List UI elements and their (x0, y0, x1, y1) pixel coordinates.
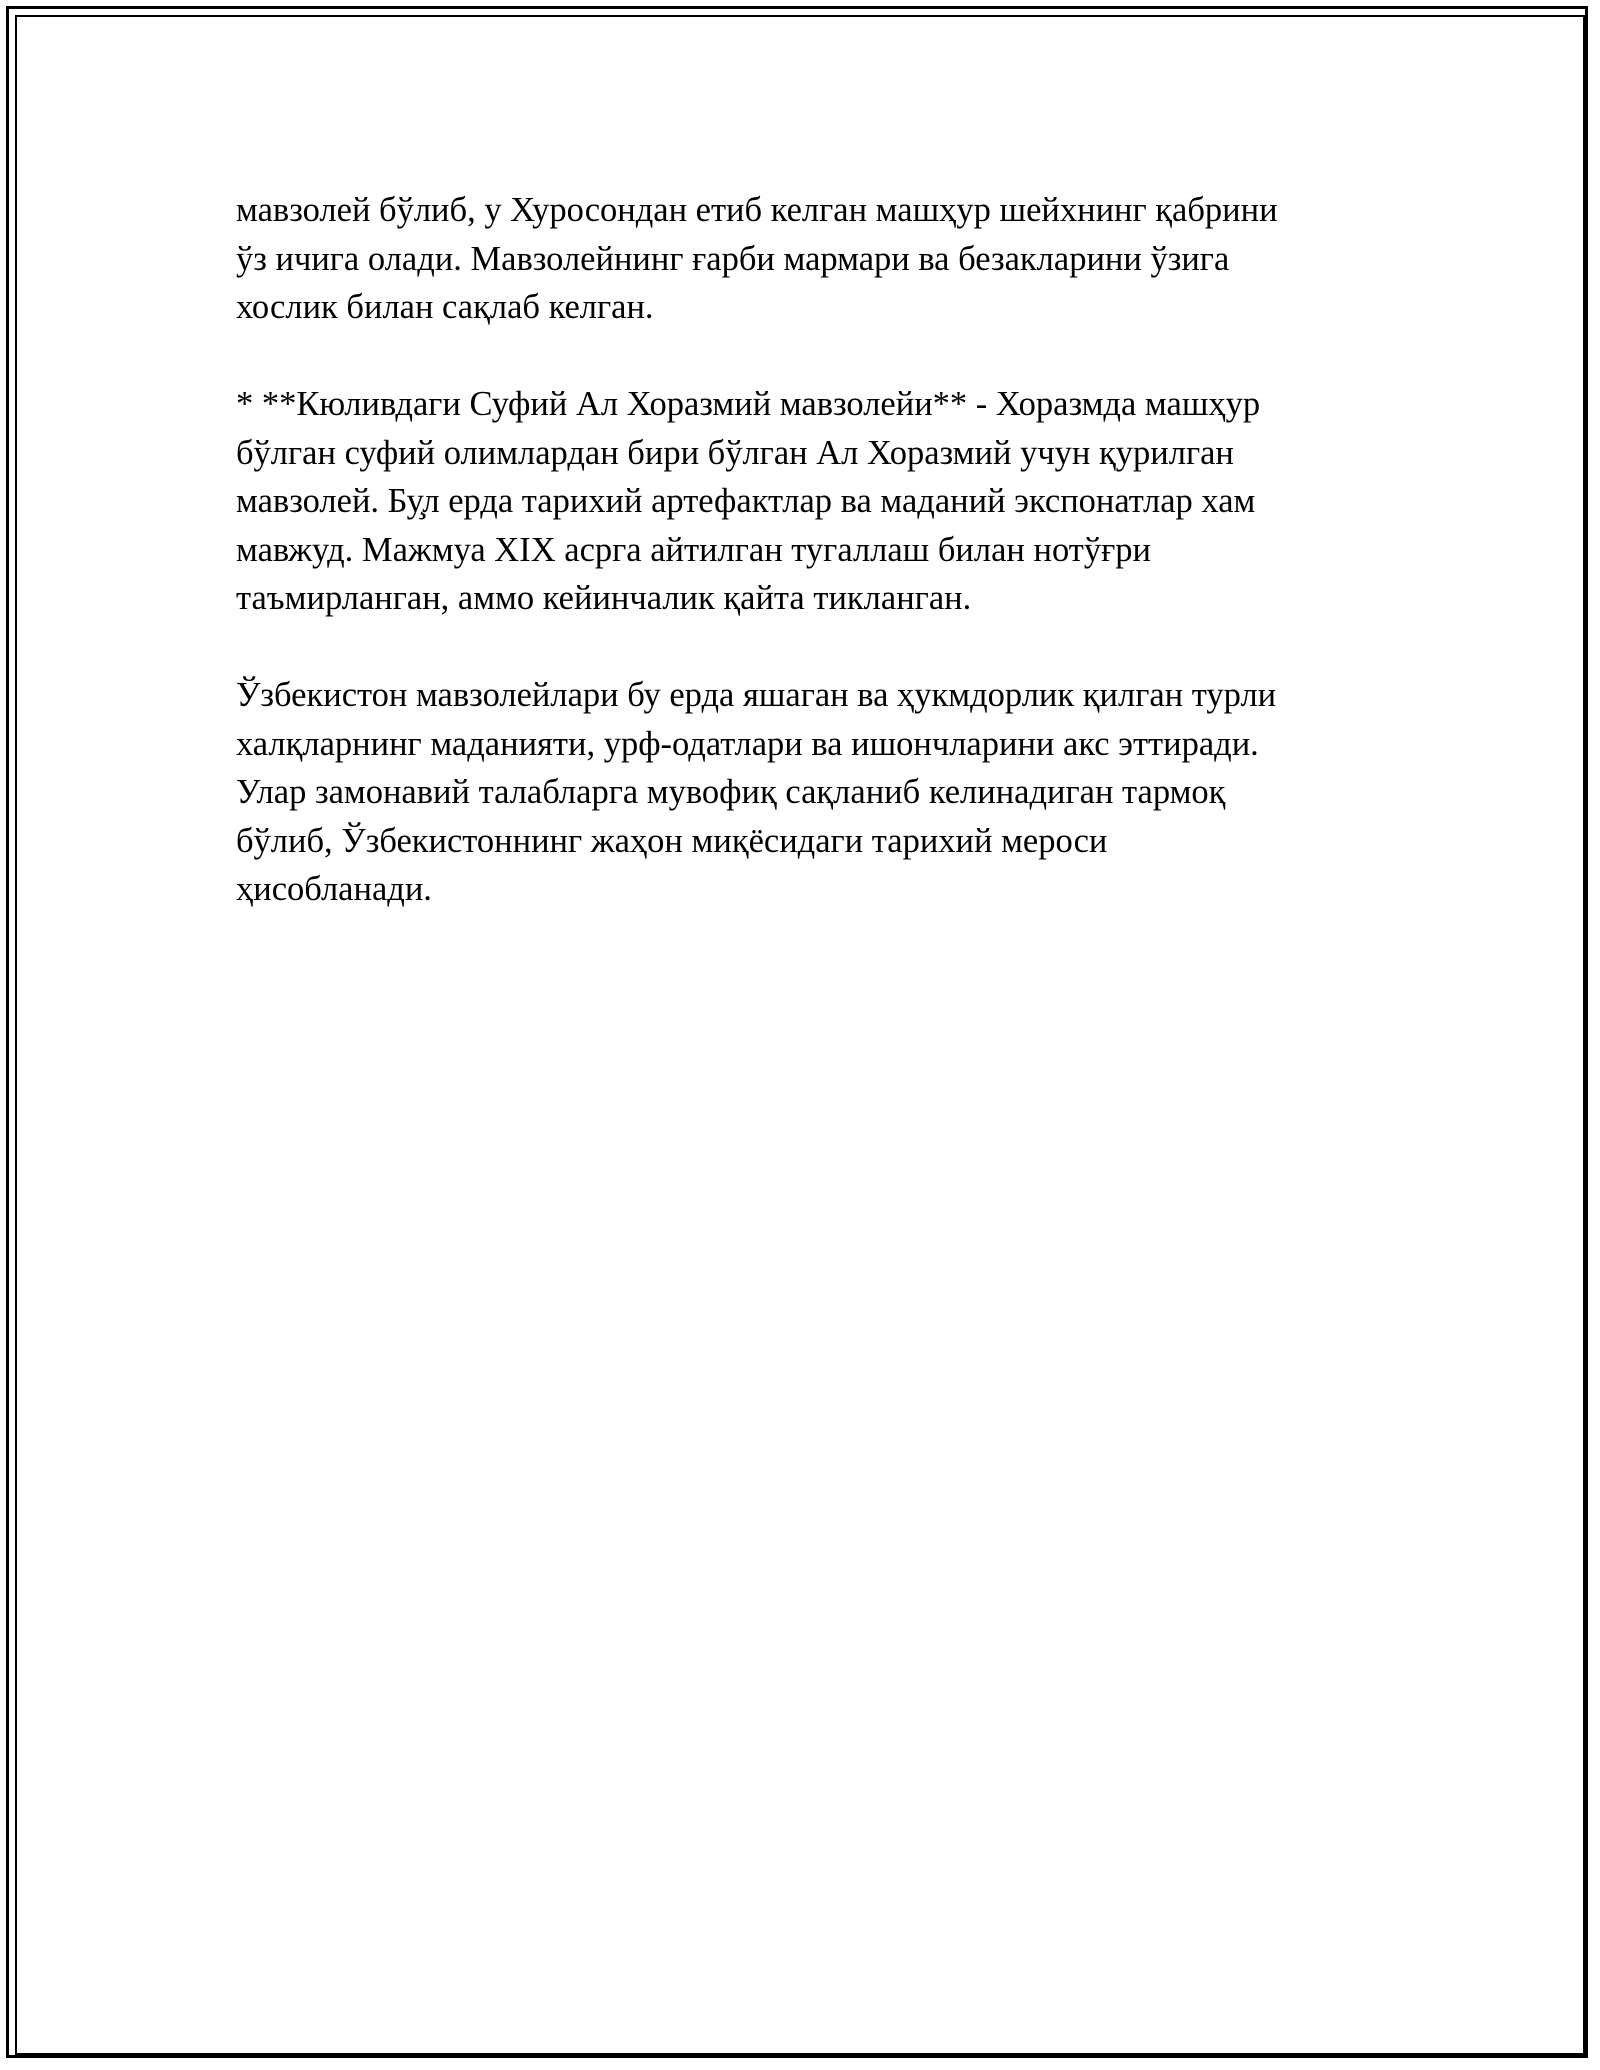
text-line: бўлиб, Ўзбекистоннинг жаҳон миқёсидаги тарихий мероси (236, 821, 1108, 860)
document-body (236, 186, 1366, 962)
text-line: мавзолей бўлиб, у Хуросондан етиб келган машҳур шейхнинг қабрини (236, 191, 1278, 229)
text-line: ҳисобланади. (236, 870, 432, 908)
text-line: таъмирланган, аммо кейинчалик қайта тикланган. (236, 579, 972, 617)
text-line: хослик билан сақлаб келган. (236, 288, 654, 326)
paragraph-1 (236, 186, 1366, 332)
text-line: * **Кюливдаги Суфий Ал Хоразмий мавзолейи** - Хоразмда машҳур (236, 385, 1261, 423)
paragraph-3 (236, 671, 1366, 914)
paragraph-2 (236, 380, 1366, 623)
text-line: халқларнинг маданияти, урф-одатлари ва ишончларини акс эттиради. (236, 724, 1259, 763)
text-line: ўз ичига олади. Мавзолейнинг ғарби мармари ва безакларини ўзига (236, 239, 1230, 278)
text-line: бўлган суфий олимлардан бири бўлган Ал Хоразмий учун қурилган (236, 433, 1234, 472)
text-line: мавжуд. Мажмуа XIX асрга айтилган тугаллаш билан нотўғри (236, 530, 1151, 569)
text-line: Ўзбекистон мавзолейлари бу ерда яшаган ва ҳукмдорлик қилган турли (236, 676, 1277, 714)
text-line: мавзолей. Бу̧л ерда тарихий артефактлар ва маданий экспонатлар хам (236, 482, 1256, 520)
text-line: Улар замонавий талабларга мувофиқ сақланиб келинадиган тармоқ (236, 773, 1226, 811)
